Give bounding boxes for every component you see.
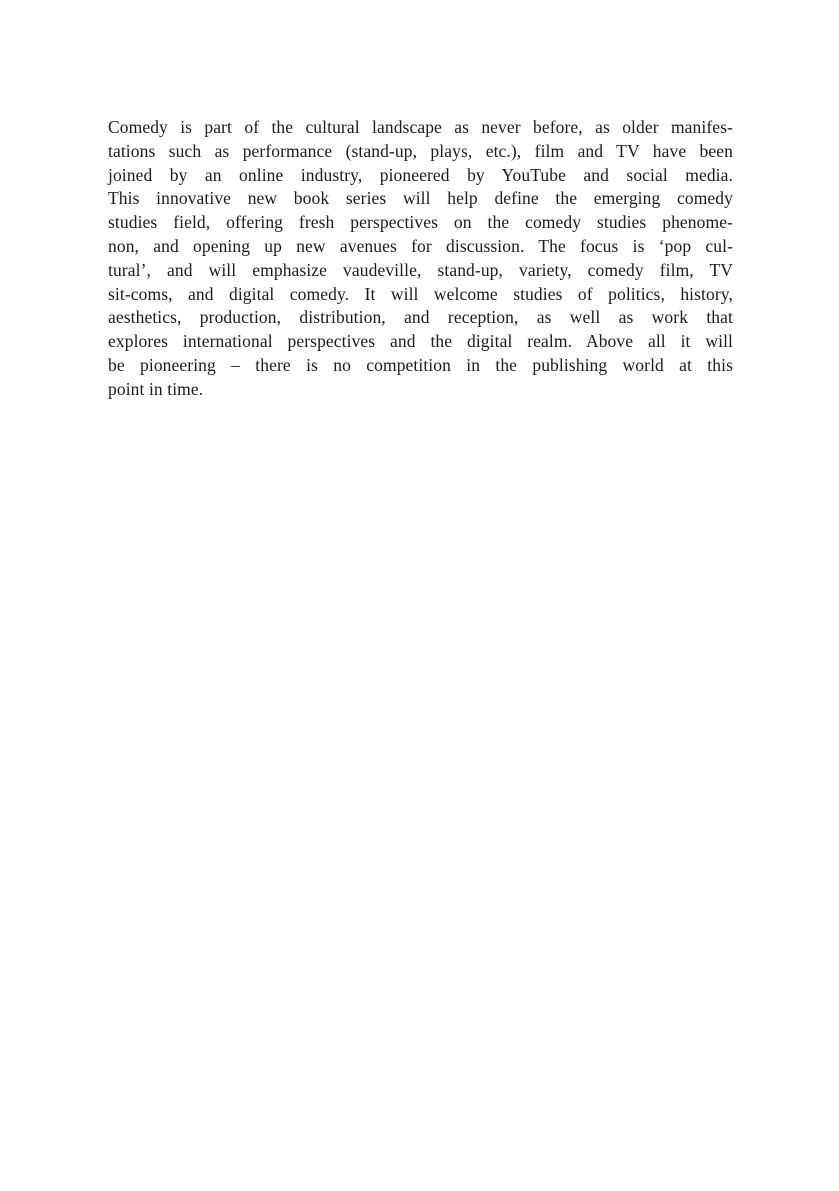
paragraph-line: studies field, offering fresh perspectives on the comedy studies phenome- <box>108 212 733 233</box>
paragraph-line: be pioneering – there is no competition in the publishing world at this <box>108 354 733 375</box>
paragraph-line: Comedy is part of the cultural landscape as never before, as older manifes- <box>108 117 733 137</box>
paragraph-line: tural’, and will emphasize vaudeville, stand-up, variety, comedy film, TV <box>108 259 733 280</box>
paragraph-line: non, and opening up new avenues for discussion. The focus is ‘pop cul- <box>108 235 733 256</box>
paragraph-line: sit-coms, and digital comedy. It will welcome studies of politics, history, <box>108 283 733 304</box>
paragraph-line: aesthetics, production, distribution, and reception, as well as work that <box>108 307 733 328</box>
paragraph-line: joined by an online industry, pioneered by YouTube and social media. <box>108 164 733 185</box>
body-text-paragraph <box>108 116 733 402</box>
paragraph-line: tations such as performance (stand-up, plays, etc.), film and TV have been <box>108 140 733 161</box>
paragraph-last-line: point in time. <box>108 378 204 399</box>
paragraph-line: This innovative new book series will help define the emerging comedy <box>108 188 733 209</box>
paragraph-line: explores international perspectives and the digital realm. Above all it will <box>108 331 733 352</box>
